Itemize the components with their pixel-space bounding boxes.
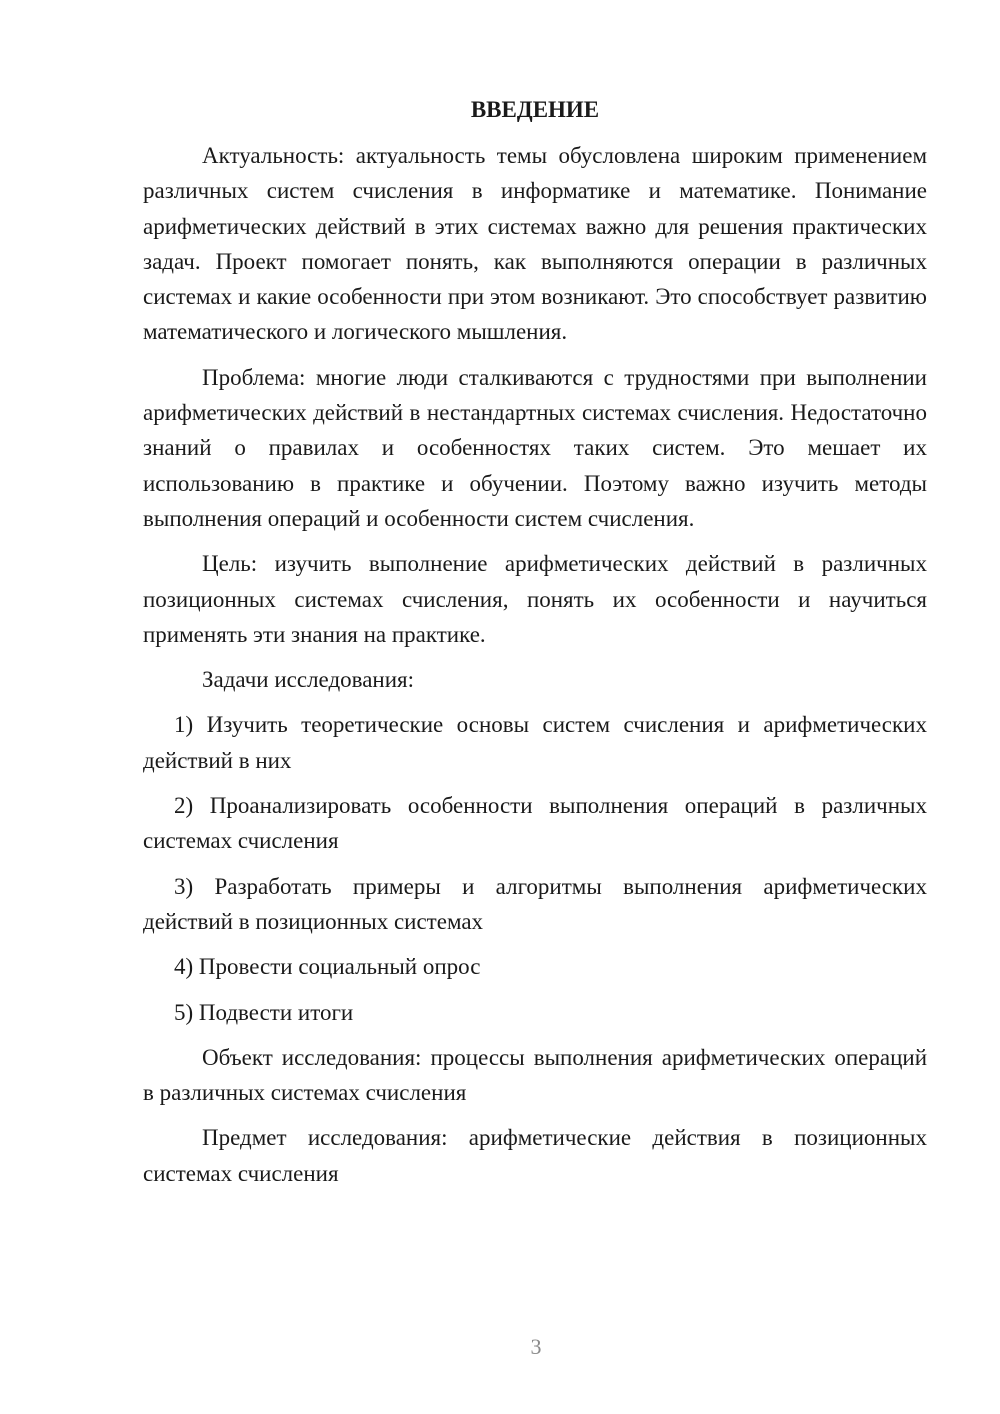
- paragraph-object: Объект исследования: процессы выполнения арифметических операций в различных системах счисления: [143, 1044, 927, 1106]
- paragraph-subject: Предмет исследования: арифметические действия в позиционных системах счисления: [143, 1125, 927, 1186]
- task-item-5: 5) Подвести итоги: [174, 999, 354, 1025]
- task-item-4: 4) Провести социальный опрос: [174, 954, 481, 980]
- task-item-2: 2) Проанализировать особенности выполнения операций в различных системах счисления: [143, 793, 927, 854]
- page-number: 3: [530, 1334, 542, 1359]
- task-item-1: 1) Изучить теоретические основы систем счисления и арифметических действий в них: [143, 712, 927, 773]
- task-item-3: 3) Разработать примеры и алгоритмы выполнения арифметических действий в позиционных системах: [143, 873, 927, 934]
- paragraph-relevance: Актуальность: актуальность темы обусловлена широким применением различных систем счисления в информатике и математике. Понимание арифметических действий в этих системах важно для решения практических задач. Проект помогает понять, как выполняются операции в различных системах и какие особенности при этом возникают. Это способствует развитию математического и логического мышления.: [143, 143, 927, 345]
- page-content: [143, 92, 927, 1201]
- paragraph-problem: Проблема: многие люди сталкиваются с трудностями при выполнении арифметических действий в нестандартных системах счисления. Недостаточно знаний о правилах и особенностях таких систем. Это мешает их использованию в практике и обучении. Поэтому важно изучить методы выполнения операций и особенности систем счисления.: [143, 364, 927, 531]
- section-title: ВВЕДЕНИЕ: [470, 97, 600, 122]
- paragraph-tasks-heading: Задачи исследования:: [202, 667, 415, 693]
- paragraph-goal: Цель: изучить выполнение арифметических действий в различных позиционных системах счисления, понять их особенности и научиться применять эти знания на практике.: [143, 551, 927, 647]
